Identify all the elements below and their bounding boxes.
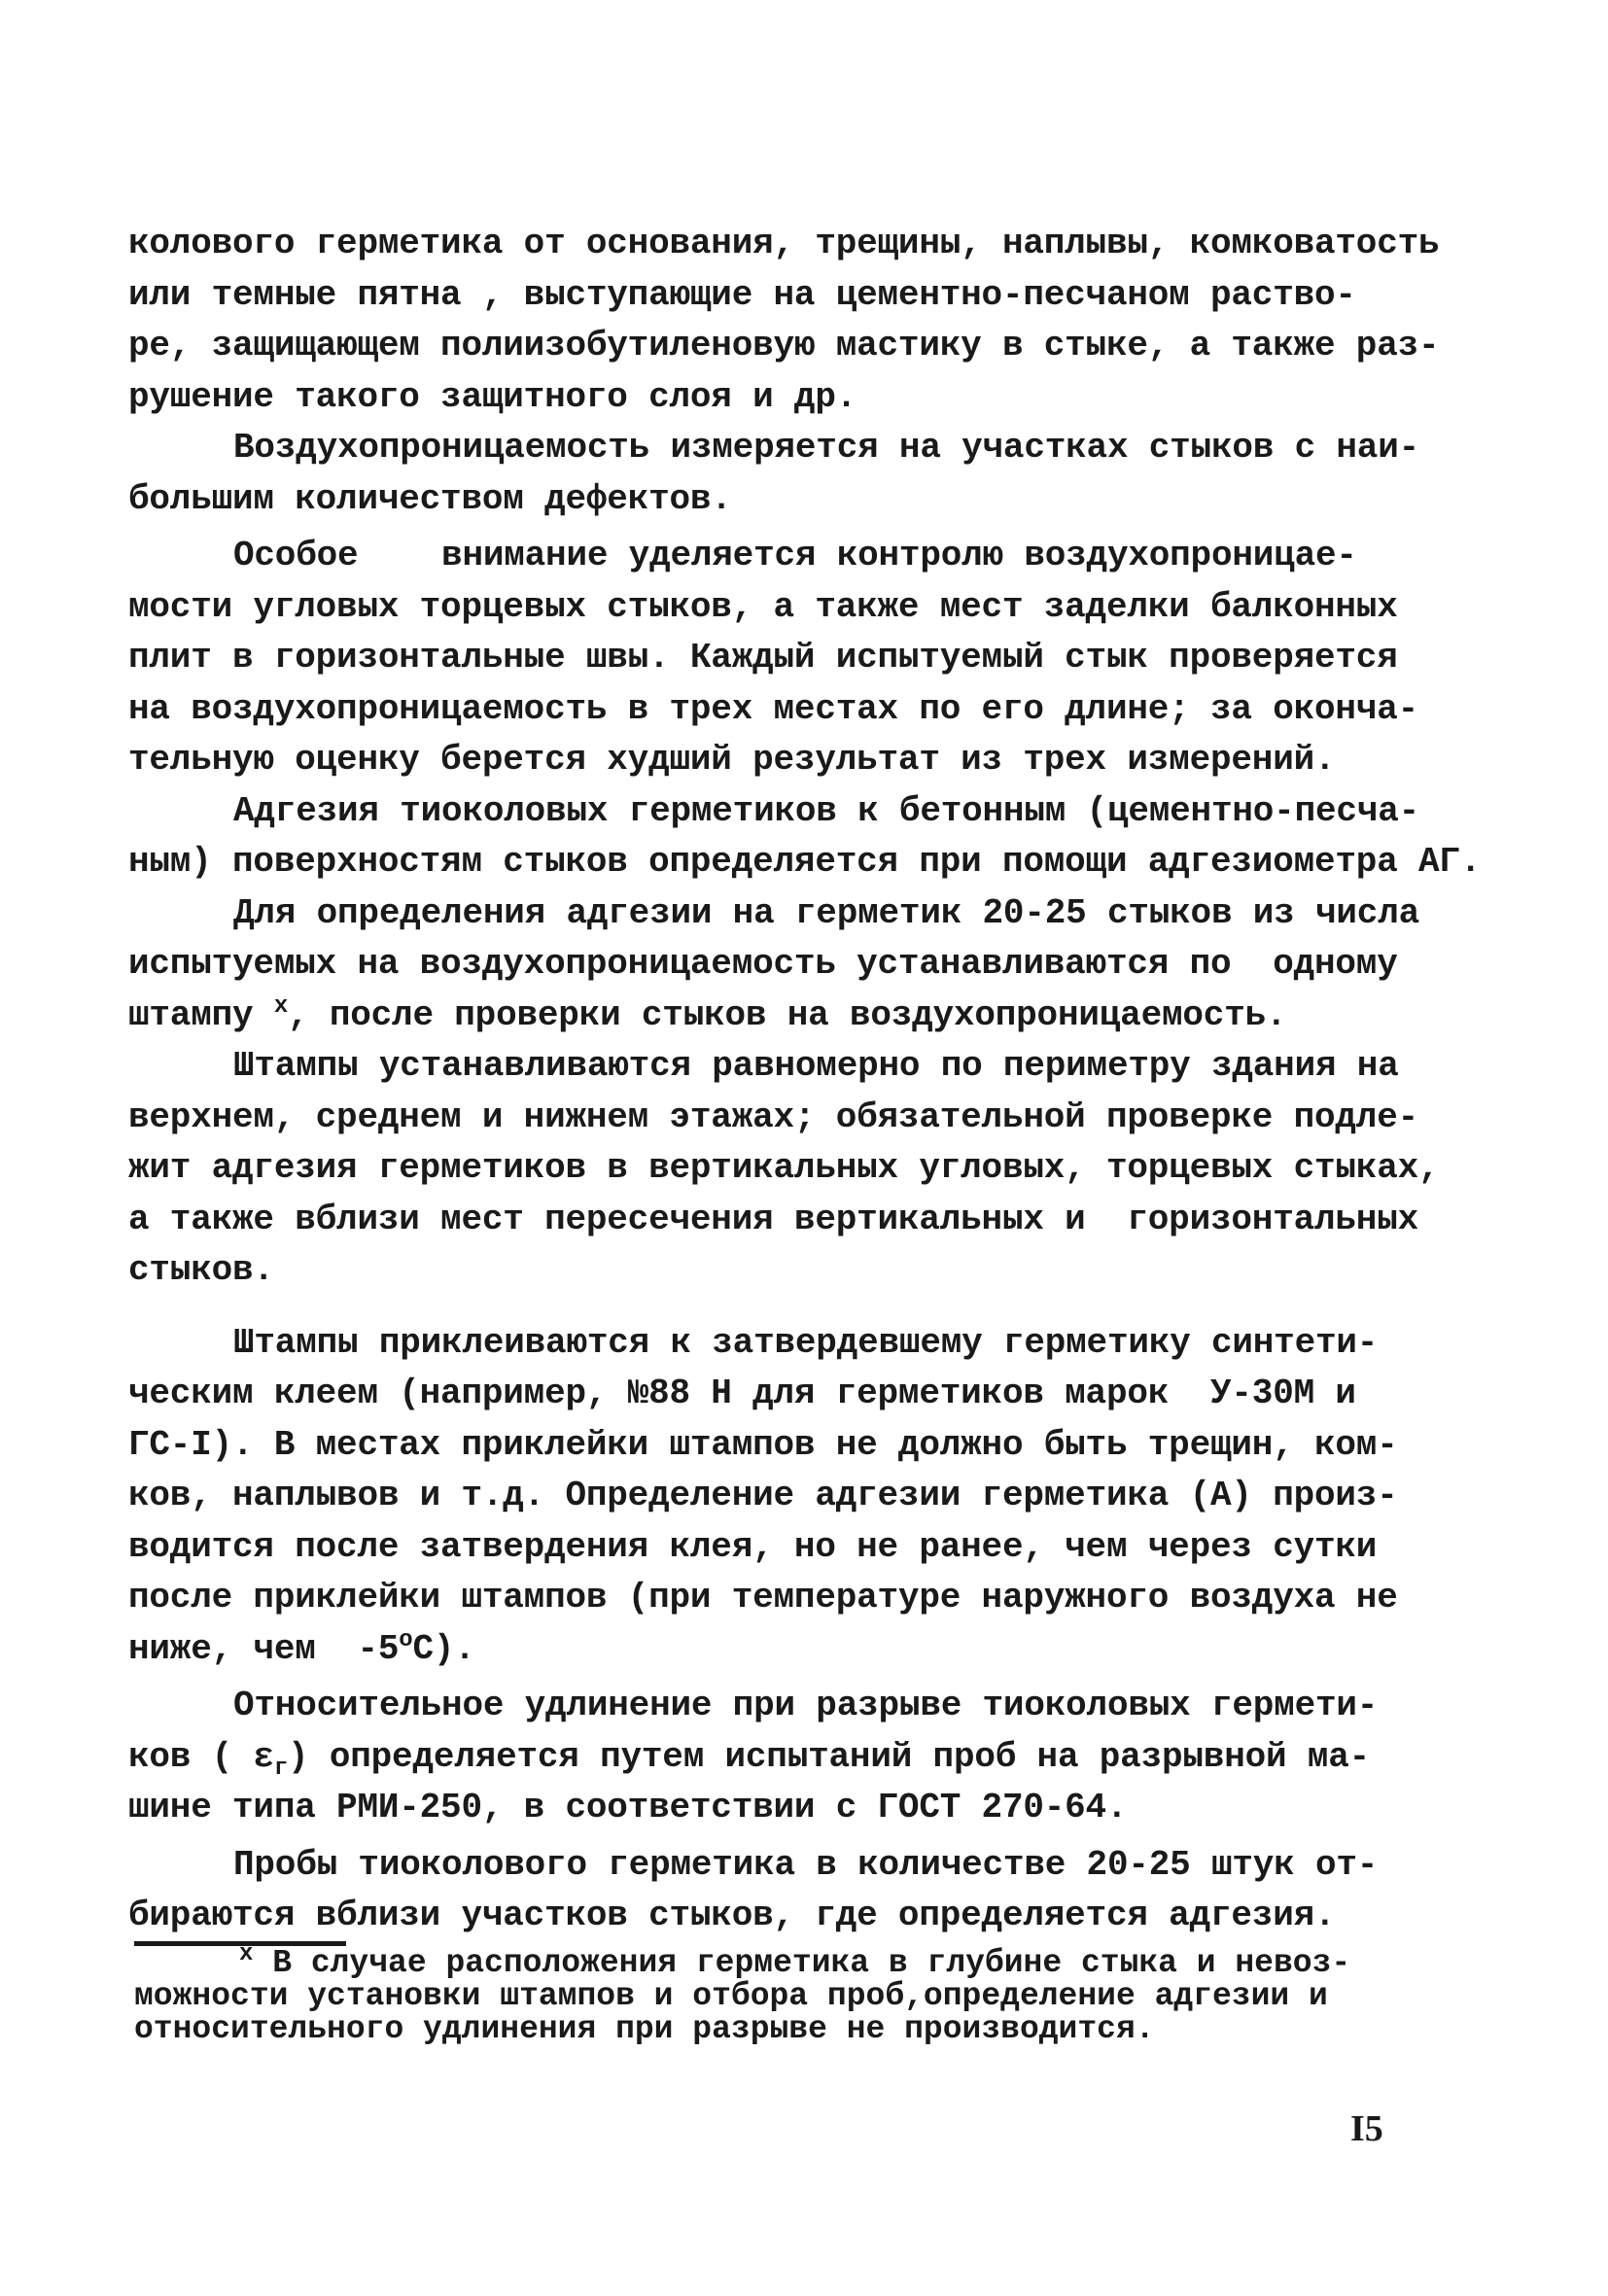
footnote-first-line <box>134 1941 1495 1981</box>
paragraph-stamps-gluing <box>128 1318 1509 1676</box>
text-line: Штампы устанавливаются равномерно по периметру здания на <box>233 1046 1399 1086</box>
text-line-epsilon <box>128 1732 1509 1784</box>
text-line: Для определения адгезии на герметик 20-25 стыков из числа <box>233 892 1420 933</box>
text-line: Штампы приклеиваются к затвердевшему герметику синтети- <box>233 1322 1379 1363</box>
page-number: I5 <box>1350 2108 1383 2149</box>
paragraph-stamps-placement <box>128 1041 1509 1297</box>
text-line: Адгезия тиоколовых герметиков к бетонным (цементно-песча- <box>233 790 1420 831</box>
text-line: а также вблизи мест пересечения вертикальных и горизонтальных <box>128 1199 1419 1239</box>
text-line: большим количеством дефектов. <box>128 478 732 519</box>
text-fragment: ниже, чем -5 <box>128 1628 400 1669</box>
text-line-temperature <box>128 1624 1509 1676</box>
paragraph-air-permeability <box>128 423 1509 525</box>
body-text <box>128 219 1509 1942</box>
text-line: ГС-I). В местах приклейки штампов не должно быть трещин, ком- <box>128 1424 1398 1465</box>
paragraph-continuation <box>128 219 1509 423</box>
text-line: Воздухопроницаемость измеряется на участках стыков с наи- <box>233 428 1420 468</box>
text-fragment: , после проверки стыков на воздухопроницаемость. <box>288 994 1287 1035</box>
text-line: рушение такого защитного слоя и др. <box>128 376 857 417</box>
paragraph-special-attention <box>128 531 1509 786</box>
text-line: шине типа РМИ-250, в соответствии с ГОСТ 270-64. <box>128 1788 1128 1827</box>
text-fragment: штампу <box>128 994 274 1035</box>
footnote-mark: х <box>239 1941 254 1967</box>
text-line: колового герметика от основания, трещины, наплывы, комковатость <box>128 224 1440 263</box>
epsilon-symbol: ε <box>253 1736 274 1777</box>
text-line: мости угловых торцевых стыков, а также мест заделки балконных <box>128 586 1398 627</box>
footnote <box>134 1941 1495 2047</box>
text-line: на воздухопроницаемость в трех местах по его длине; за оконча- <box>128 688 1419 729</box>
text-line: ре, защищающем полиизобутиленовую мастику в стыке, а также раз- <box>128 326 1440 365</box>
text-line: бираются вблизи участков стыков, где определяется адгезия. <box>128 1896 1336 1935</box>
text-line: верхнем, среднем и нижнем этажах; обязательной проверке подле- <box>128 1096 1419 1137</box>
footnote-line: можности установки штампов и отбора проб,определение адгезии и <box>134 1978 1328 2014</box>
epsilon-subscript: г <box>273 1755 289 1782</box>
text-line: после приклейки штампов (при температуре наружного воздуха не <box>128 1578 1398 1618</box>
text-line: стыков. <box>128 1250 274 1290</box>
text-line: Относительное удлинение при разрыве тиоколовых гермети- <box>233 1686 1379 1725</box>
footnote-line: относительного удлинения при разрыве не производится. <box>134 2011 1155 2047</box>
paragraph-adhesion <box>128 786 1509 888</box>
text-line: тельную оценку берется худший результат из трех измерений. <box>128 740 1336 780</box>
paragraph-elongation <box>128 1681 1509 1834</box>
text-line: ческим клеем (например, №88 Н для герметиков марок У-30М и <box>128 1374 1356 1413</box>
text-fragment: В случае расположения герметика в глубине стыка и невоз- <box>253 1945 1351 1981</box>
text-line: или темные пятна , выступающие на цементно-песчаном раство- <box>128 274 1356 315</box>
degree-mark: о <box>399 1626 413 1653</box>
footnote-reference-mark: х <box>273 992 289 1020</box>
text-fragment: С). <box>412 1628 475 1669</box>
paragraph-adhesion-determination <box>128 888 1509 1042</box>
text-line: плит в горизонтальные швы. Каждый испытуемый стык проверяется <box>128 638 1398 678</box>
text-line-with-footnote-mark <box>128 991 1509 1042</box>
text-fragment: ков ( <box>128 1736 254 1777</box>
text-line: Пробы тиоколового герметика в количестве 20-25 штук от- <box>233 1844 1379 1885</box>
text-fragment: ) определяется путем испытаний проб на разрывной ма- <box>288 1736 1371 1777</box>
text-line: ков, наплывов и т.д. Определение адгезии герметика (А) произ- <box>128 1476 1398 1515</box>
text-line: ным) поверхностям стыков определяется при помощи адгезиометра АГ. <box>128 842 1482 882</box>
paragraph-samples <box>128 1840 1509 1942</box>
text-line: Особое внимание уделяется контролю воздухопроницае- <box>233 536 1357 575</box>
text-line: испытуемых на воздухопроницаемость устанавливаются по одному <box>128 944 1398 984</box>
text-line: водится после затвердения клея, но не ранее, чем через сутки <box>128 1526 1378 1567</box>
text-line: жит адгезия герметиков в вертикальных угловых, торцевых стыках, <box>128 1148 1440 1188</box>
